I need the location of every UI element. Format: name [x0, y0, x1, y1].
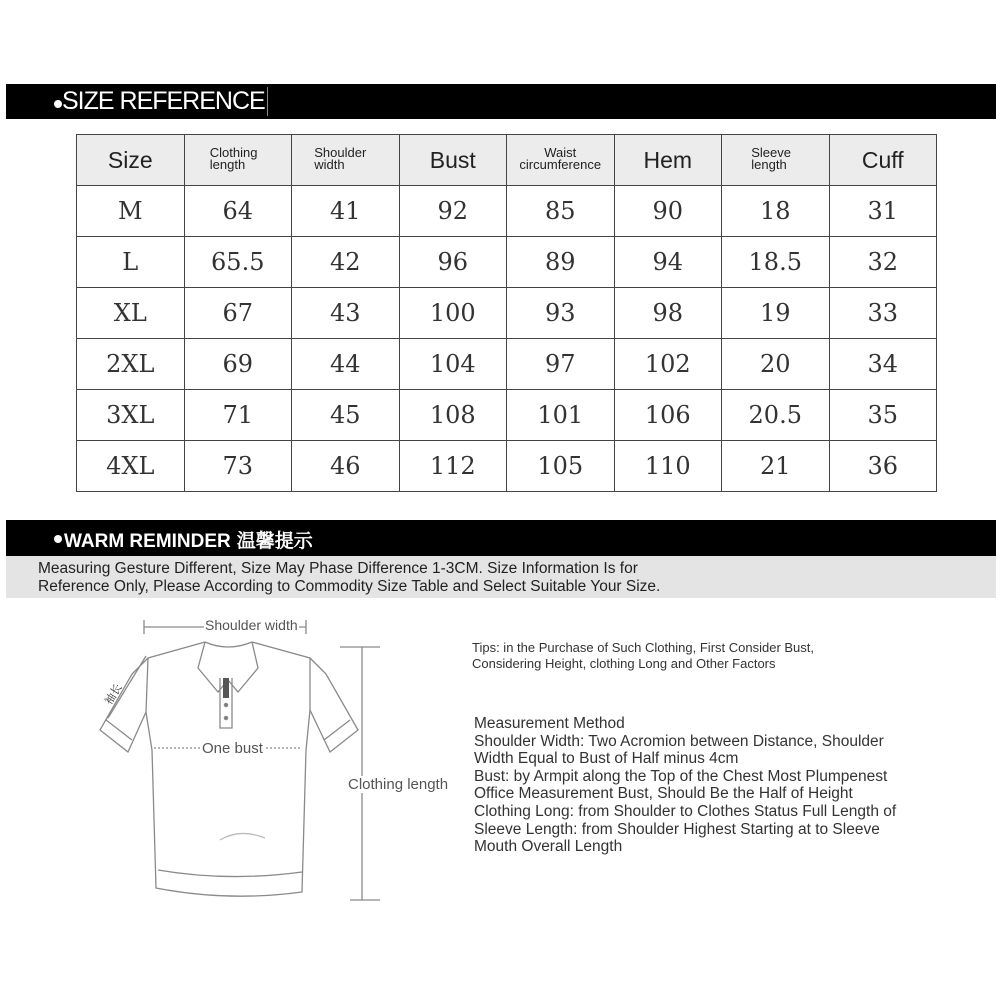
table-cell: 101: [507, 390, 615, 441]
table-cell: 90: [614, 186, 722, 237]
reminder-line-2: Reference Only, Please According to Commodity Size Table and Select Suitable Your Size.: [38, 578, 661, 595]
bullet-icon: [54, 100, 62, 108]
table-cell: 97: [507, 339, 615, 390]
table-cell: 36: [829, 441, 937, 492]
table-cell: 98: [614, 288, 722, 339]
size-label-cell: 3XL: [77, 390, 185, 441]
table-cell: 31: [829, 186, 937, 237]
sleeve-length-label: 袖长: [102, 682, 125, 708]
table-cell: 106: [614, 390, 722, 441]
polo-shirt-illustration: [80, 600, 480, 920]
shoulder-width-label: Shoulder width: [205, 617, 298, 633]
table-cell: 71: [184, 390, 292, 441]
table-cell: 110: [614, 441, 722, 492]
table-header-row: [77, 135, 937, 186]
warm-reminder-text: [6, 556, 996, 598]
table-cell: 89: [507, 237, 615, 288]
warm-reminder-header: [6, 520, 996, 556]
table-cell: 65.5: [184, 237, 292, 288]
table-cell: 20: [722, 339, 830, 390]
header-bust: Bust: [399, 135, 507, 186]
table-cell: 105: [507, 441, 615, 492]
method-line: Width Equal to Bust of Half minus 4cm: [474, 750, 739, 768]
table-cell: 35: [829, 390, 937, 441]
header-clothing-length: Clothing length: [184, 135, 292, 186]
table-cell: 34: [829, 339, 937, 390]
table-cell: 67: [184, 288, 292, 339]
table-cell: 45: [292, 390, 400, 441]
method-line: Sleeve Length: from Shoulder Highest Starting at to Sleeve: [474, 820, 880, 838]
table-cell: 94: [614, 237, 722, 288]
table-cell: 41: [292, 186, 400, 237]
table-cell: 21: [722, 441, 830, 492]
header-sleeve-length: Sleeve length: [722, 135, 830, 186]
bust-label: One bust: [202, 740, 263, 757]
method-line: Mouth Overall Length: [474, 838, 623, 856]
method-line: Clothing Long: from Shoulder to Clothes Status Full Length of: [474, 802, 897, 820]
table-cell: 104: [399, 339, 507, 390]
table-cell: 44: [292, 339, 400, 390]
method-line: Shoulder Width: Two Acromion between Distance, Shoulder: [474, 732, 884, 750]
header-waist: Waist circumference: [507, 135, 615, 186]
table-cell: 100: [399, 288, 507, 339]
header-shoulder-width: Shoulder width: [292, 135, 400, 186]
measurement-method: [474, 715, 974, 856]
size-label-cell: M: [77, 186, 185, 237]
table-cell: 108: [399, 390, 507, 441]
table-row: [77, 237, 937, 288]
table-row: [77, 390, 937, 441]
header-size: Size: [77, 135, 185, 186]
table-cell: 96: [399, 237, 507, 288]
table-cell: 33: [829, 288, 937, 339]
table-cell: 43: [292, 288, 400, 339]
table-row: [77, 186, 937, 237]
shirt-diagram: [80, 600, 480, 920]
bullet-icon: [54, 535, 62, 543]
table-cell: 102: [614, 339, 722, 390]
header-cuff: Cuff: [829, 135, 937, 186]
clothing-length-label: Clothing length: [348, 776, 449, 793]
table-cell: 19: [722, 288, 830, 339]
tips-line-1: Tips: in the Purchase of Such Clothing, First Consider Bust,: [472, 640, 815, 655]
table-cell: 73: [184, 441, 292, 492]
tips-line-2: Considering Height, clothing Long and Other Factors: [472, 656, 776, 671]
size-reference-header: [6, 84, 996, 119]
size-table: [76, 134, 937, 492]
table-cell: 32: [829, 237, 937, 288]
size-label-cell: XL: [77, 288, 185, 339]
table-cell: 93: [507, 288, 615, 339]
method-line: Office Measurement Bust, Should Be the Half of Height: [474, 785, 853, 803]
table-cell: 18.5: [722, 237, 830, 288]
table-row: [77, 339, 937, 390]
table-row: [77, 441, 937, 492]
size-reference-title: SIZE REFERENCE: [62, 87, 268, 116]
table-cell: 64: [184, 186, 292, 237]
table-cell: 112: [399, 441, 507, 492]
header-hem: Hem: [614, 135, 722, 186]
method-line: Bust: by Armpit along the Top of the Chest Most Plumpenest: [474, 767, 888, 785]
table-cell: 46: [292, 441, 400, 492]
tips-text: [472, 640, 814, 672]
warm-reminder-title-cn: 温馨提示: [236, 531, 313, 552]
method-line: Measurement Method: [474, 715, 625, 732]
table-cell: 20.5: [722, 390, 830, 441]
size-label-cell: L: [77, 237, 185, 288]
size-label-cell: 2XL: [77, 339, 185, 390]
reminder-line-1: Measuring Gesture Different, Size May Phase Difference 1-3CM. Size Information Is for: [38, 560, 638, 577]
warm-reminder-title: WARM REMINDER: [64, 531, 231, 552]
table-cell: 69: [184, 339, 292, 390]
table-row: [77, 288, 937, 339]
table-cell: 42: [292, 237, 400, 288]
table-cell: 18: [722, 186, 830, 237]
table-cell: 85: [507, 186, 615, 237]
size-label-cell: 4XL: [77, 441, 185, 492]
table-cell: 92: [399, 186, 507, 237]
